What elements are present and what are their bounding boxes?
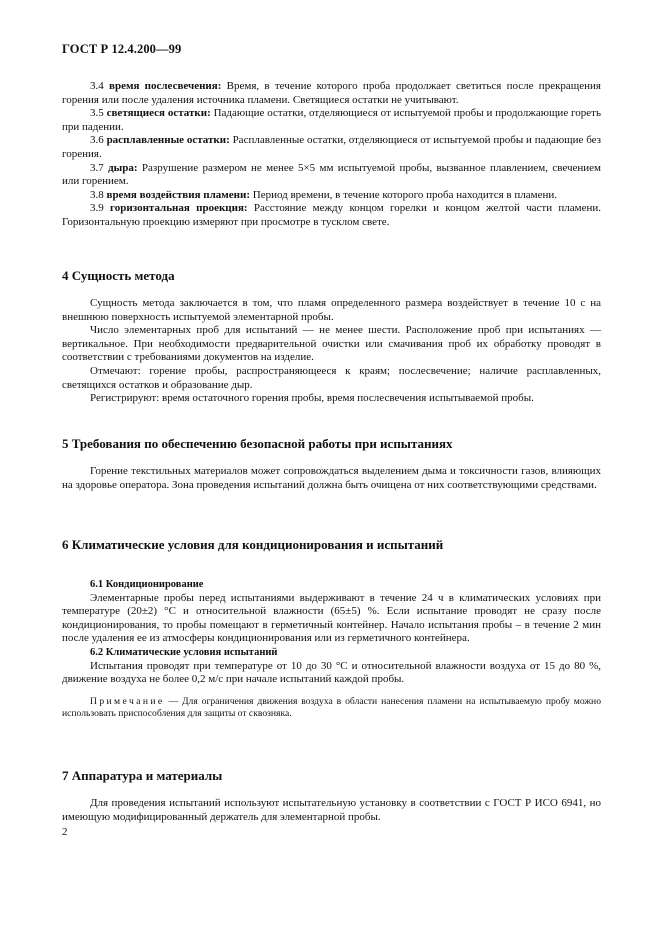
section-7-paragraph: Для проведения испытаний используют испытательную установку в соответствии с ГОСТ Р ИСО 6941, но имеющую модифицированный держатель для элементарной пробы. (62, 797, 601, 823)
section-4-paragraph: Сущность метода заключается в том, что пламя определенного размера воздействует в течение 10 с на внешнюю поверхность испытуемой элементарной пробы. (62, 297, 601, 323)
definitions-block (62, 80, 601, 230)
definition-3-8: 3.8 время воздействия пламени: Период времени, в течение которого проба находится в пламени. (90, 188, 557, 201)
note-label: Примечание (90, 695, 165, 707)
section-4-paragraph: Число элементарных проб для испытаний — не менее шести. Расположение проб при испытаниях — вертикальное. При необходимости предварительной очистки или смачивания проб их обработку проводят в соответствии с требованиями документов на изделие. (62, 324, 601, 364)
section-5-body (62, 465, 601, 492)
subsection-6-2-text: Испытания проводят при температуре от 10 до 30 °С и относительной влажности воздуха от 15 до 80 %, движение воздуха не более 0,2 м/с при начале испытаний каждой пробы. (62, 659, 601, 686)
subsection-6-1-text: Элементарные пробы перед испытаниями выдерживают в течение 24 ч в климатических условиях при температуре (20±2) °С и относительной влажности (65±5) %. Если испытание проводят не сразу после кондиционирования, то пробы помещают в герметичный контейнер. Начало испытания пробы – в течение 2 мин после удаления ее из атмосферы кондиционирования или из герметичного контейнера. (62, 591, 601, 645)
definition-3-5: 3.5 светящиеся остатки: Падающие остатки, отделяющиеся от испытуемой пробы и продолжающие гореть при падении. (62, 107, 601, 133)
note-text: — Для ограничения движения воздуха в области нанесения пламени на испытываемую пробу можно использовать приспособления для защиты от сквозняка. (62, 695, 601, 720)
section-7-body (62, 797, 601, 824)
note (62, 696, 601, 721)
page-number: 2 (62, 826, 68, 838)
subsection-6-1-title: 6.1 Кондиционирование (90, 579, 204, 590)
definition-3-6: 3.6 расплавленные остатки: Расплавленные остатки, отделяющиеся от испытуемой пробы и падающие без горения. (62, 134, 602, 160)
section-5-paragraph: Горение текстильных материалов может сопровождаться выделением дыма и токсичности газов, влияющих на здоровье оператора. Зона проведения испытаний должна быть очищена от них соответствующими средствами. (62, 465, 601, 491)
section-4-body (62, 297, 601, 406)
definition-3-4: 3.4 время послесвечения: Время, в течение которого проба продолжает светиться после прекращения горения или после удаления источника пламени. Светящиеся остатки не учитывают. (62, 80, 601, 106)
section-4-paragraph: Регистрируют: время остаточного горения пробы, время послесвечения испытываемой пробы. (90, 392, 534, 405)
section-6-title: 6 Климатические условия для кондиционирования и испытаний (62, 537, 444, 552)
section-4-paragraph: Отмечают: горение пробы, распространяющееся к краям; послесвечение; наличие расплавленных, светящихся остатков и образование дыр. (62, 364, 601, 391)
definition-3-9: 3.9 горизонтальная проекция: Расстояние между концом горелки и концом желтой части пламени. Горизонтальную проекцию измеряют при просмотре в тусклом свете. (62, 202, 602, 228)
section-4-title: 4 Сущность метода (62, 268, 175, 283)
section-6-body (62, 578, 601, 721)
section-7-title: 7 Аппаратура и материалы (62, 768, 223, 783)
definition-3-7: 3.7 дыра: Разрушение размером не менее 5×5 мм испытуемой пробы, вызванное плавлением, свечением или горением. (62, 161, 602, 188)
document-header: ГОСТ Р 12.4.200—99 (62, 42, 182, 56)
section-5-title: 5 Требования по обеспечению безопасной работы при испытаниях (62, 436, 453, 451)
subsection-6-2-title: 6.2 Климатические условия испытаний (90, 646, 278, 658)
